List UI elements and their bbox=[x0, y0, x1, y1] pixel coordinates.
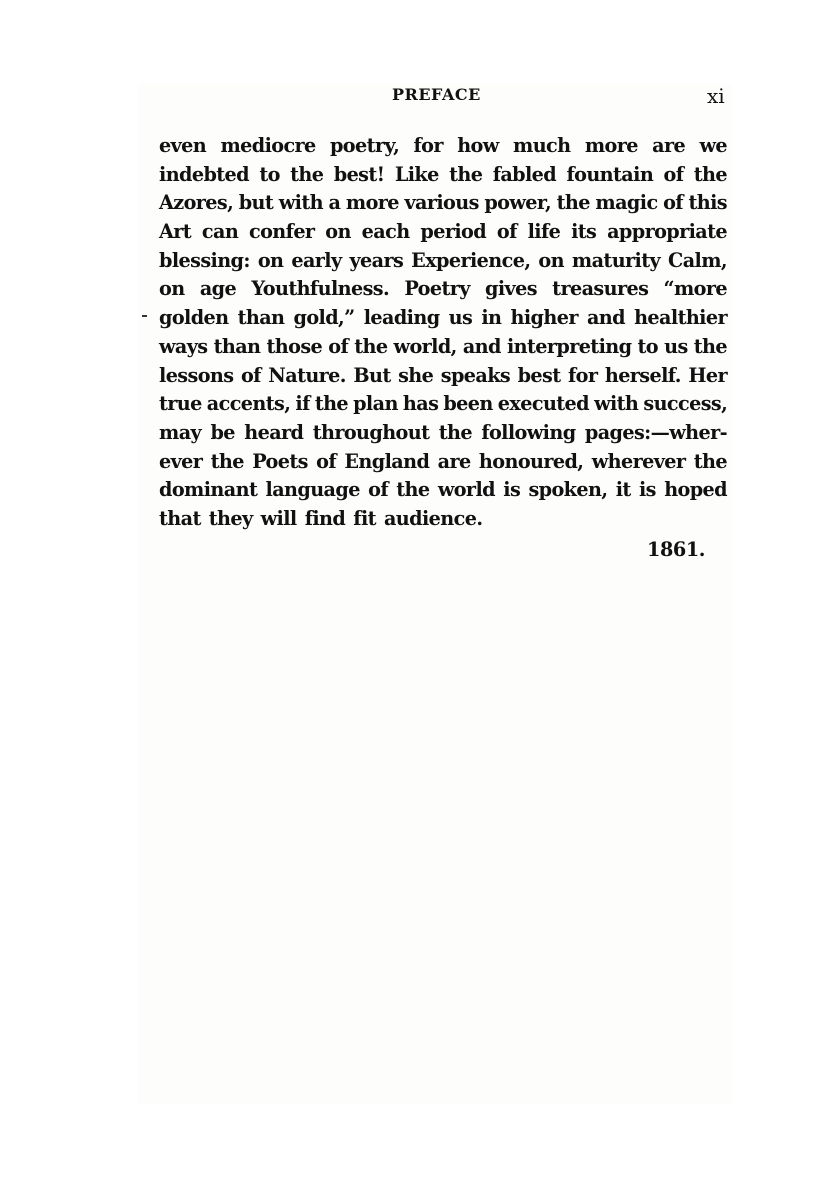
text-line: even mediocre poetry, for how much more are we bbox=[159, 134, 727, 157]
text-line: ever the Poets of England are honoured, wherever the bbox=[159, 449, 727, 473]
running-head bbox=[138, 84, 732, 114]
text-line: blessing: on early years Experience, on maturity Calm, bbox=[159, 248, 727, 272]
page-number: xi bbox=[707, 84, 725, 108]
text-line: Azores, but with a more various power, the magic of this bbox=[159, 191, 727, 215]
date-signature: 1861. bbox=[647, 538, 706, 561]
preface-paragraph bbox=[159, 132, 727, 534]
text-line: golden than gold,” leading us in higher and healthier bbox=[159, 306, 727, 330]
running-head-title: PREFACE bbox=[392, 85, 481, 104]
text-line: that they will find fit audience. bbox=[159, 506, 483, 530]
text-line: Art can confer on each period of life its appropriate bbox=[159, 220, 727, 244]
text-line: ways than those of the world, and interpreting to us the bbox=[159, 334, 727, 358]
text-line: lessons of Nature. But she speaks best for herself. Her bbox=[159, 363, 727, 387]
text-line: dominant language of the world is spoken, it is hoped bbox=[159, 478, 727, 502]
text-line: may be heard throughout the following pages:—wher- bbox=[159, 420, 727, 444]
text-line: true accents, if the plan has been executed with success, bbox=[159, 392, 728, 416]
book-page bbox=[138, 84, 732, 1104]
margin-mark bbox=[142, 315, 147, 317]
text-line: indebted to the best! Like the fabled fountain of the bbox=[159, 162, 727, 186]
text-line: on age Youthfulness. Poetry gives treasures “more bbox=[159, 277, 727, 301]
